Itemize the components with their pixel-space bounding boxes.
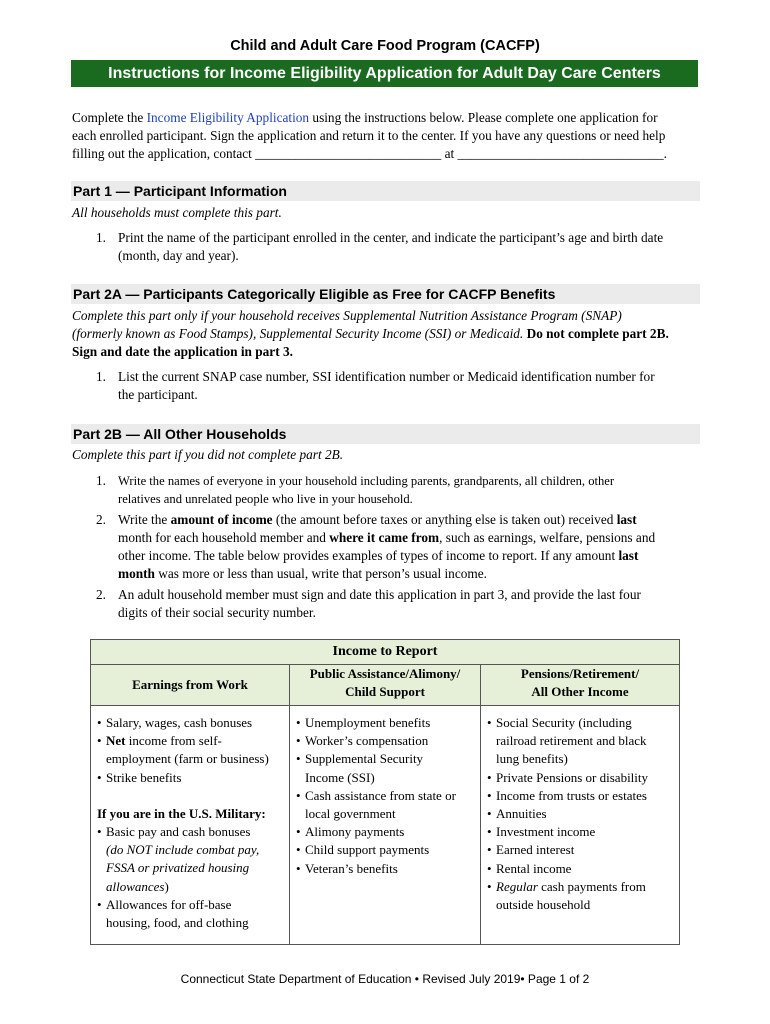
public-assistance-column bbox=[290, 706, 481, 945]
list-item: • Strike benefits bbox=[97, 769, 285, 787]
earnings-header: Earnings from Work bbox=[91, 665, 290, 706]
list-item: • Child support payments bbox=[296, 841, 476, 859]
pensions-header: Pensions/Retirement/ All Other Income bbox=[481, 665, 680, 706]
list-item: • Worker’s compensation bbox=[296, 732, 476, 750]
list-item: • Regular cash payments from outside household bbox=[487, 878, 675, 914]
banner-title: Instructions for Income Eligibility Application for Adult Day Care Centers bbox=[71, 60, 698, 87]
list-item: • Rental income bbox=[487, 860, 675, 878]
list-item: • Social Security (including railroad retirement and black lung benefits) bbox=[487, 714, 675, 769]
income-table bbox=[90, 639, 680, 945]
earnings-column bbox=[91, 706, 290, 945]
part2a-note: Complete this part only if your household receives Supplemental Nutrition Assistance Program (SNAP) (formerly known as Food Stamps), Supplemental Security Income (SSI) or Medicaid. Do not complete part 2B. Sign and date the application in part 3. bbox=[72, 308, 669, 359]
list-item: • Alimony payments bbox=[296, 823, 476, 841]
list-item: • Basic pay and cash bonuses (do NOT include combat pay, FSSA or privatized housing allowances) bbox=[97, 823, 285, 896]
list-item: • Supplemental Security Income (SSI) bbox=[296, 750, 476, 786]
list-item: • Annuities bbox=[487, 805, 675, 823]
document-page: Child and Adult Care Food Program (CACFP) Instructions for Income Eligibility Application for Adult Day Care Centers Complete the Income Eligibility Application using the instructions below. Please complete one application for each enrolled participant. Sign the application and return it to the center. If you have any questions or need help filling out the application, contact ____________________________ at _______________________________. Part 1 — Participant Information All households must complete this part. 1. Print the name of the participant enrolled in the center, and indicate the participant’s age and birth date (month, day and year). Part 2A — Participants Categorically Eligible as Free for CACFP Benefits Complete this part only if your household receives Supplemental Nutrition Assistance Program (SNAP) (formerly known as Food Stamps), Supplemental Security Income (SSI) or Medicaid. Do not complete part 2B. Sign and date the application in part 3. 1. List the current SNAP case number, SSI identification number or Medicaid identification number for the participant. Part 2B — All Other Households Complete this part if you did not complete part 2B. 1. Write the names of everyone in your household including parents, grandparents, all children, other relatives and unrelated people who live in your household. 2. Write the amount of income (the amount before taxes or anything else is taken out) received last month for each household member and where it came from, such as earnings, welfare, pensions and other income. The table below provides examples of types of income to report. If any amount last month was more or less than usual, write that person’s usual income. 2. An adult household member must sign and date this application in part 3, and provide the last four digits of their social security number. Income to Report Earnings from Work Public Assistance/Alimony/ Child Support Pensions/Retirement/ All Other Income • Salary, wages, cash bonuses • Net income from self- employment (farm or business) • Strike benefits If you are in the U.S. Military: • Basic pay and cash bonuses (do NOT include combat pay, FSSA or privatized housing allowances) • Allowances for off-base housing, food, and clothing • Unemployment benefits • Worker’s compensation • Supplemental Security Income (SSI) • Cash assistance from state or local government • Alimony payments • Child support payments • Veteran’s benefits • Social Security (including railroad retirement and black lung benefits) • Private Pensions or disability • Income from trusts or estates • Annuities • Investment income • Earned interest • Rental income • Regular cash payments from outside household Connecticut State Department of Education • Revised July 2019• Page 1 of 2 bbox=[0, 0, 770, 1024]
military-heading: If you are in the U.S. Military: bbox=[97, 805, 266, 821]
part2a-heading: Part 2A — Participants Categorically Eligible as Free for CACFP Benefits bbox=[71, 284, 700, 304]
list-item: • Net income from self- employment (farm or business) bbox=[97, 732, 285, 768]
part1-heading: Part 1 — Participant Information bbox=[71, 181, 700, 201]
public-assistance-header: Public Assistance/Alimony/ Child Support bbox=[290, 665, 481, 706]
pensions-column bbox=[481, 706, 680, 945]
list-item: • Salary, wages, cash bonuses bbox=[97, 714, 285, 732]
part2b-heading: Part 2B — All Other Households bbox=[71, 424, 700, 444]
list-item: • Private Pensions or disability bbox=[487, 769, 675, 787]
list-item: • Cash assistance from state or local government bbox=[296, 787, 476, 823]
part2b-note: Complete this part if you did not complete part 2B. bbox=[72, 447, 344, 462]
application-link[interactable]: Income Eligibility Application bbox=[146, 110, 310, 125]
part1-note: All households must complete this part. bbox=[72, 205, 282, 220]
page-footer: Connecticut State Department of Education • Revised July 2019• Page 1 of 2 bbox=[180, 972, 590, 986]
list-item: • Investment income bbox=[487, 823, 675, 841]
list-item: • Income from trusts or estates bbox=[487, 787, 675, 805]
list-item: • Veteran’s benefits bbox=[296, 860, 476, 878]
intro-paragraph: Complete the Income Eligibility Application using the instructions below. Please complete one application for each enrolled participant. Sign the application and return it to the center. If you have any questions or need help filling out the application, contact ____________________________ at _______________________________. bbox=[72, 110, 667, 161]
list-item: • Earned interest bbox=[487, 841, 675, 859]
program-title: Child and Adult Care Food Program (CACFP) bbox=[230, 38, 540, 54]
income-table-title: Income to Report bbox=[91, 640, 680, 665]
list-item: • Allowances for off-base housing, food, and clothing bbox=[97, 896, 285, 932]
list-item: • Unemployment benefits bbox=[296, 714, 476, 732]
